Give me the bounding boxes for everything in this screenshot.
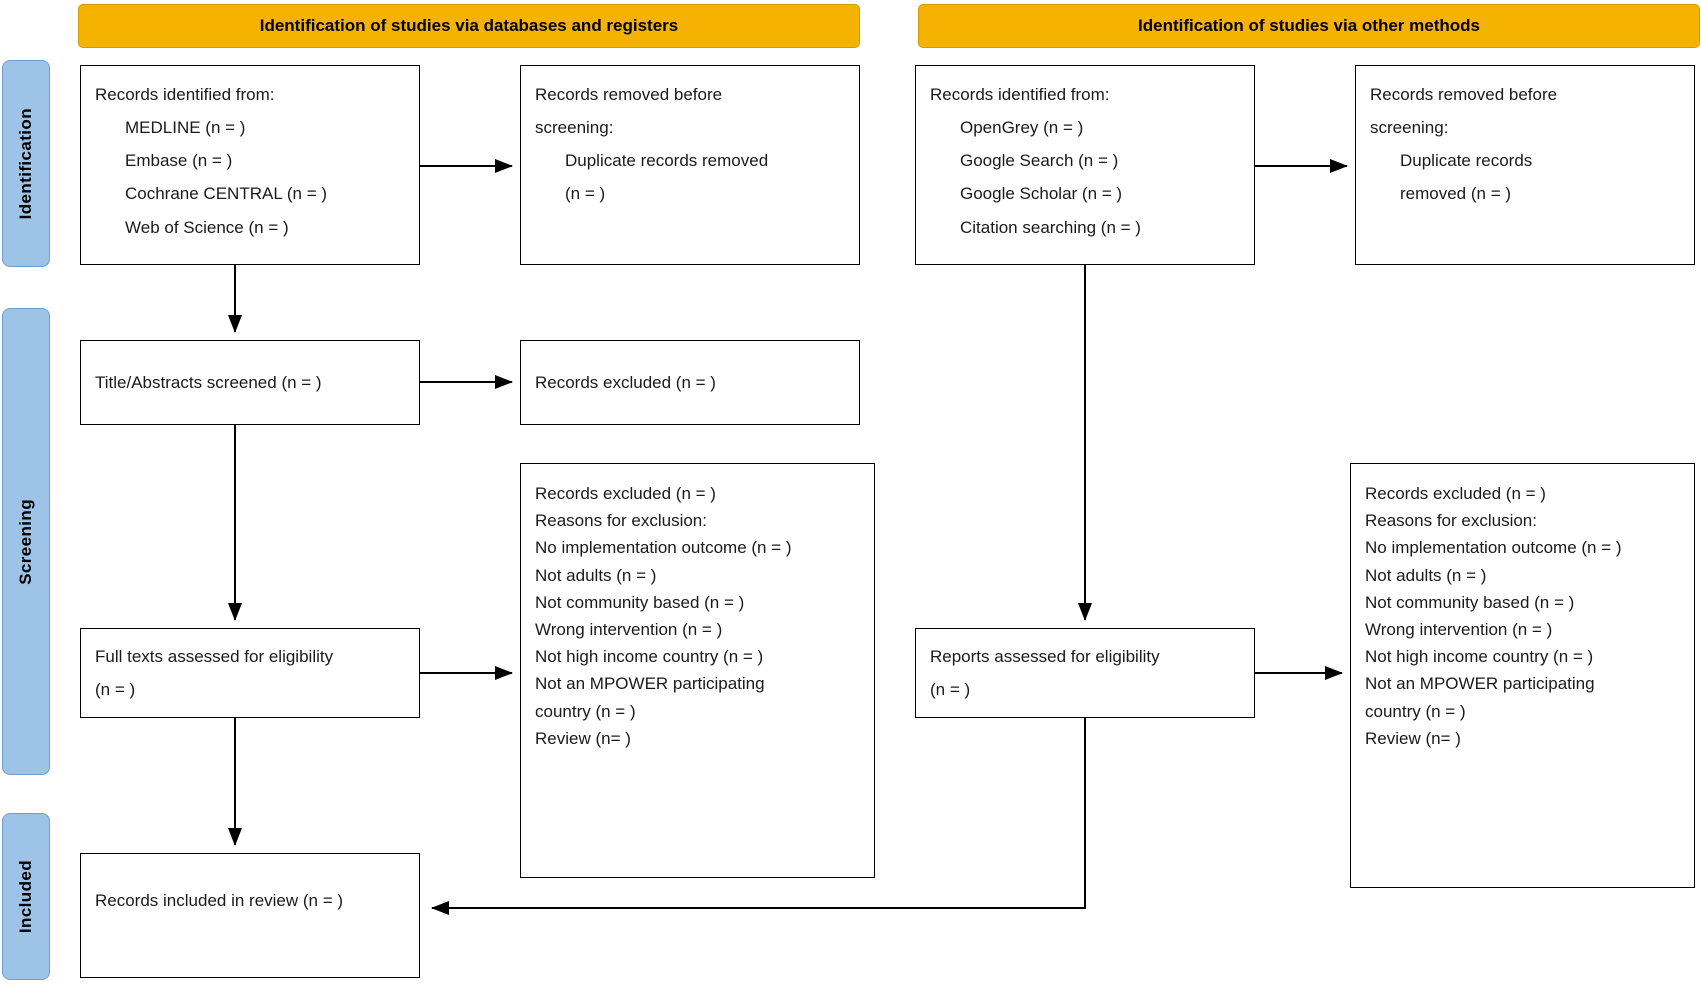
box-item: Cochrane CENTRAL (n = ) xyxy=(125,184,328,204)
stage-label-screening-text: Screening xyxy=(16,498,35,585)
banner-other-methods-text: Identification of studies via other methods xyxy=(1138,16,1480,35)
box-line: country (n = ) xyxy=(535,701,636,721)
box-line: Records excluded (n = ) xyxy=(535,484,716,503)
box-item: OpenGrey (n = ) xyxy=(960,118,1084,138)
box-line: Review (n= ) xyxy=(1365,728,1461,748)
stage-label-identification xyxy=(2,60,50,267)
box-item: MEDLINE (n = ) xyxy=(125,118,246,138)
box-title: Records removed before xyxy=(1370,85,1558,104)
box-records-included xyxy=(80,853,420,978)
box-line: Not community based (n = ) xyxy=(1365,592,1575,612)
box-title: Records identified from: xyxy=(930,85,1110,104)
box-records-excluded-screening xyxy=(520,340,860,425)
box-records-removed-databases xyxy=(520,65,860,265)
box-line: Reasons for exclusion: xyxy=(535,511,707,531)
box-line: Wrong intervention (n = ) xyxy=(1365,619,1553,639)
box-item: Google Search (n = ) xyxy=(960,151,1119,171)
box-line: Not adults (n = ) xyxy=(1365,565,1487,585)
box-title: Records removed before xyxy=(535,85,723,104)
banner-other-methods xyxy=(918,4,1700,48)
box-line: No implementation outcome (n = ) xyxy=(1365,538,1622,558)
stage-label-identification-text: Identification xyxy=(16,107,35,220)
box-line: Not high income country (n = ) xyxy=(535,647,764,667)
box-title: Records identified from: xyxy=(95,85,275,104)
box-line: Not adults (n = ) xyxy=(535,565,657,585)
box-title-cont: screening: xyxy=(535,118,614,138)
box-title-abstracts-screened xyxy=(80,340,420,425)
box-full-texts-assessed xyxy=(80,628,420,718)
box-line: Full texts assessed for eligibility xyxy=(95,646,334,666)
box-line: (n = ) xyxy=(95,680,136,699)
box-line: Not an MPOWER participating xyxy=(535,674,765,694)
box-item: (n = ) xyxy=(565,184,606,204)
box-item: Duplicate records removed xyxy=(565,151,769,171)
box-reports-assessed xyxy=(915,628,1255,718)
box-item: Citation searching (n = ) xyxy=(960,217,1141,237)
box-line: Not an MPOWER participating xyxy=(1365,674,1595,694)
box-records-identified-databases xyxy=(80,65,420,265)
box-line: Not community based (n = ) xyxy=(535,592,745,612)
box-line: Title/Abstracts screened (n = ) xyxy=(95,372,322,392)
box-item: Duplicate records xyxy=(1400,151,1533,171)
stage-label-screening xyxy=(2,308,50,775)
box-line: Wrong intervention (n = ) xyxy=(535,619,723,639)
box-line: No implementation outcome (n = ) xyxy=(535,538,792,558)
stage-label-included xyxy=(2,813,50,980)
box-item: Web of Science (n = ) xyxy=(125,217,289,237)
box-records-removed-other xyxy=(1355,65,1695,265)
box-line: Records included in review (n = ) xyxy=(95,891,344,910)
box-item: Embase (n = ) xyxy=(125,151,233,171)
box-records-identified-other xyxy=(915,65,1255,265)
stage-label-included-text: Included xyxy=(16,859,35,934)
box-line: (n = ) xyxy=(930,680,971,699)
box-line: Records excluded (n = ) xyxy=(1365,484,1546,503)
box-line: Reports assessed for eligibility xyxy=(930,646,1160,666)
box-full-text-exclusions xyxy=(520,463,875,878)
box-item: Google Scholar (n = ) xyxy=(960,184,1123,204)
box-title-cont: screening: xyxy=(1370,118,1449,138)
banner-databases-text: Identification of studies via databases and registers xyxy=(259,16,679,35)
box-line: country (n = ) xyxy=(1365,701,1466,721)
box-reports-exclusions xyxy=(1350,463,1695,888)
box-line: Review (n= ) xyxy=(535,728,631,748)
box-line: Not high income country (n = ) xyxy=(1365,647,1594,667)
banner-databases xyxy=(78,4,860,48)
box-line: Reasons for exclusion: xyxy=(1365,511,1537,531)
box-line: Records excluded (n = ) xyxy=(535,372,716,392)
box-item: removed (n = ) xyxy=(1400,184,1512,204)
